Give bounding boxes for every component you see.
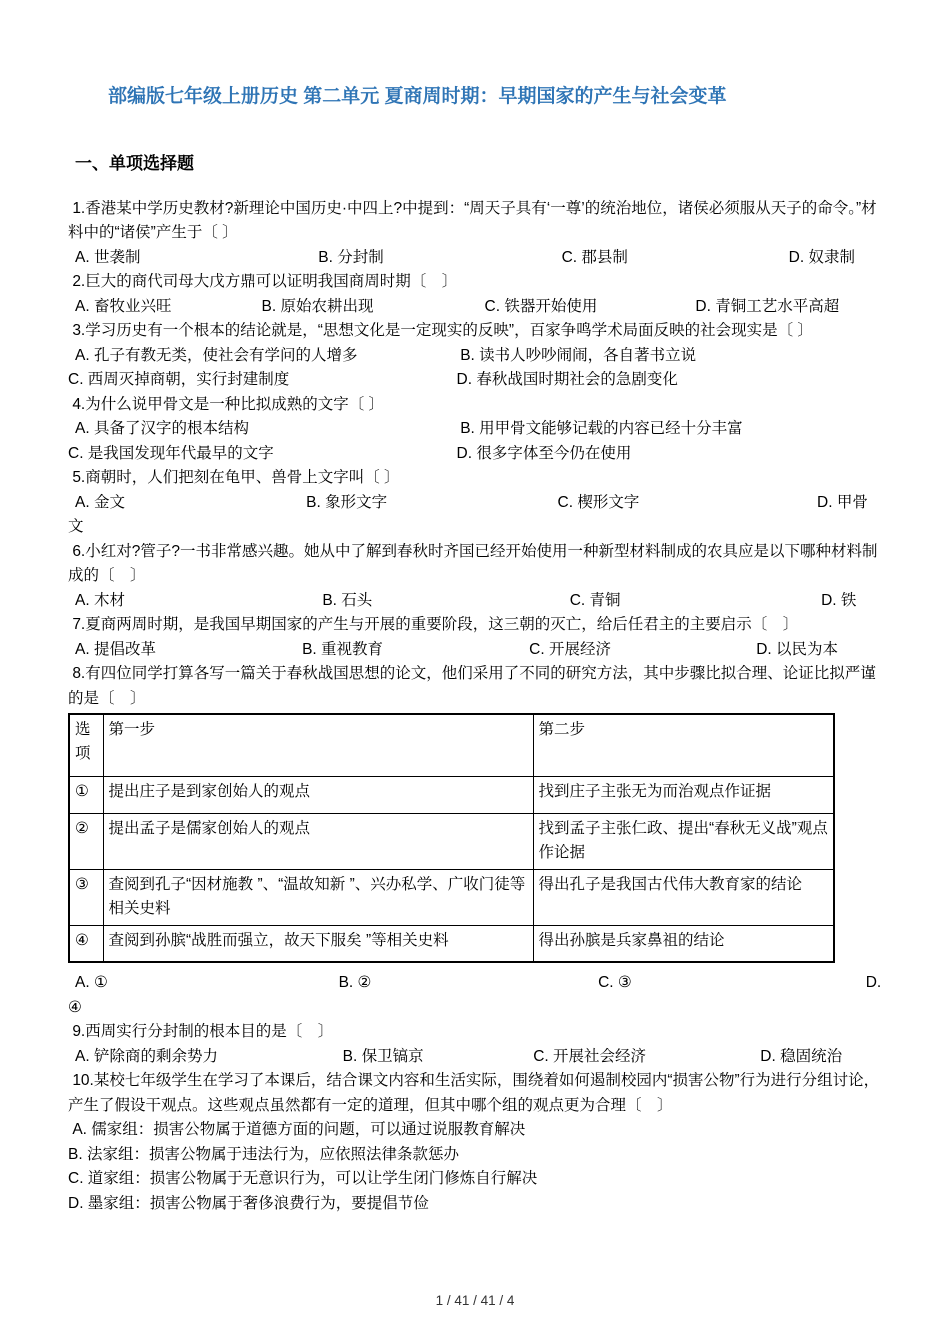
question-10-stem: 10.某校七年级学生在学习了本课后，结合课文内容和生活实际，围绕着如何遏制校园内“损害公物”行为进行分组讨论，产生了假设干观点。这些观点虽然都有一定的道理，但其中哪个组的观点更为合理〔 〕: [68, 1072, 880, 1114]
question-2-stem: 2.巨大的商代司母大戊方鼎可以证明我国商周时期〔 〕: [68, 273, 458, 290]
question-6-options: [68, 589, 886, 614]
question-1-stem: 1.香港某中学历史教材?新理论中国历史·中四上?中提到：“周天子具有‘一尊’的统治地位，诸侯必须服从天子的命令。”材料中的“诸侯”产生于〔 〕: [68, 199, 877, 241]
table-cell-num: ④: [69, 925, 103, 962]
option-a: A. 铲除商的剩余势力: [75, 1047, 218, 1065]
option-d: D. 很多字体至今仍在使用: [456, 444, 632, 462]
page-number-footer: 1 / 41 / 41 / 4: [435, 1293, 515, 1308]
table-row: [69, 925, 834, 962]
option-a: A. 木材: [75, 591, 125, 609]
question-10-option-b: B. 法家组：损害公物属于违法行为，应依照法律条款惩办: [68, 1145, 459, 1163]
option-a: A. 畜牧业兴旺: [75, 297, 172, 315]
question-6-stem: 6.小红对?管子?一书非常感兴趣。她从中了解到春秋时齐国已经开始使用一种新型材料制成的农具应是以下哪种材料制成的〔 〕: [68, 542, 878, 584]
question-4-options-row-2: [68, 442, 886, 467]
option-a: A. ①: [75, 974, 108, 991]
table-row: [69, 776, 834, 813]
table-header-step-2: 第二步: [533, 714, 834, 776]
table-header-row: [69, 714, 834, 776]
option-d: D. 以民为本: [756, 640, 839, 658]
option-b: B. 读书人吵吵闹闹，各自著书立说: [460, 346, 697, 364]
table-cell-num: ③: [69, 869, 103, 925]
table-cell-step-2: 找到庄子主张无为而治观点作证据: [533, 776, 834, 813]
table-row: [69, 869, 834, 925]
document-title: 部编版七年级上册历史 第二单元 夏商周时期：早期国家的产生与社会变革: [108, 86, 727, 107]
option-a: A. 世袭制: [75, 248, 141, 266]
table-cell-step-1: 提出庄子是到家创始人的观点: [103, 776, 533, 813]
research-methods-table: [68, 713, 835, 963]
question-7-stem: 7.夏商两周时期，是我国早期国家的产生与开展的重要阶段，这三朝的灭亡，给后任君主的主要启示〔 〕: [68, 616, 799, 633]
option-c: C. 开展经济: [529, 640, 611, 658]
question-5-stem: 5.商朝时，人们把刻在龟甲、兽骨上文字叫〔 〕: [68, 469, 400, 486]
question-8-stem: 8.有四位同学打算各写一篇关于春秋战国思想的论文，他们采用了不同的研究方法，其中步骤比拟合理、论证比拟严谨的是〔 〕: [68, 665, 876, 707]
option-c: C. 西周灭掉商朝，实行封建制度: [68, 371, 290, 388]
question-3-stem: 3.学习历史有一个根本的结论就是，“思想文化是一定现实的反映”，百家争鸣学术局面反映的社会现实是〔 〕: [68, 322, 813, 339]
table-row: [69, 813, 834, 869]
option-c: C. 楔形文字: [557, 493, 640, 511]
question-10-option-d: D. 墨家组：损害公物属于奢侈浪费行为，要提倡节俭: [68, 1194, 429, 1212]
table-cell-num: ①: [69, 776, 103, 813]
table-cell-step-1: 查阅到孙膑“战胜而强立，故天下服矣 ”等相关史料: [103, 925, 533, 962]
question-7-options: [68, 638, 886, 663]
option-c: C. 青铜: [569, 591, 621, 609]
option-d: D.: [865, 974, 882, 991]
table-header-option: 选项: [69, 714, 103, 776]
question-9-options: [68, 1045, 886, 1070]
question-10-option-a: A. 儒家组：损害公物属于道德方面的问题，可以通过说服教育解决: [68, 1121, 526, 1138]
option-b: B. 保卫镐京: [342, 1047, 424, 1065]
question-8-options: [68, 971, 886, 996]
option-c: C. 开展社会经济: [533, 1047, 647, 1065]
question-2-options: [68, 295, 886, 320]
option-d: D. 青铜工艺水平高超: [695, 297, 840, 315]
question-10-option-c: C. 道家组：损害公物属于无意识行为，可以让学生闭门修炼自行解决: [68, 1170, 538, 1187]
option-b: B. 象形文字: [306, 493, 388, 511]
option-d: D. 甲骨: [817, 493, 868, 511]
question-4-options-row-1: [68, 417, 886, 442]
option-a: A. 孔子有教无类，使社会有学问的人增多: [75, 346, 358, 364]
question-8-option-d-overflow: ④: [68, 998, 82, 1016]
option-b: B. 石头: [322, 591, 373, 609]
option-d: D. 春秋战国时期社会的急剧变化: [456, 371, 678, 388]
option-b: B. 用甲骨文能够记载的内容已经十分丰富: [460, 420, 743, 437]
option-d: D. 稳固统治: [760, 1047, 843, 1065]
option-b: B. 重视教育: [302, 640, 384, 658]
table-cell-num: ②: [69, 813, 103, 869]
option-c: C. 郡县制: [561, 248, 628, 266]
option-c: C. ③: [598, 974, 632, 991]
option-b: B. 原始农耕出现: [261, 297, 374, 315]
option-c: C. 是我国发现年代最早的文字: [68, 444, 274, 462]
table-cell-step-2: 找到孟子主张仁政、提出“春秋无义战”观点作论据: [533, 813, 834, 869]
table-cell-step-2: 得出孔子是我国古代伟大教育家的结论: [533, 869, 834, 925]
table-cell-step-1: 提出孟子是儒家创始人的观点: [103, 813, 533, 869]
question-3-options-row-1: [68, 344, 886, 369]
option-a: A. 具备了汉字的根本结构: [75, 420, 249, 437]
option-a: A. 金文: [75, 493, 125, 511]
option-d: D. 铁: [821, 591, 857, 609]
question-3-options-row-2: [68, 368, 886, 393]
question-1-options: [68, 246, 886, 271]
table-cell-step-2: 得出孙膑是兵家鼻祖的结论: [533, 925, 834, 962]
section-heading: 一、单项选择题: [75, 154, 194, 173]
option-b: B. ②: [338, 974, 372, 991]
table-cell-step-1: 查阅到孔子“因材施教 ”、“温故知新 ”、兴办私学、广收门徒等相关史料: [103, 869, 533, 925]
option-a: A. 提倡改革: [75, 640, 156, 658]
question-5-option-d-overflow: 文: [68, 518, 84, 535]
option-d: D. 奴隶制: [788, 248, 855, 266]
question-4-stem: 4.为什么说甲骨文是一种比拟成熟的文字〔 〕: [68, 395, 385, 413]
table-header-step-1: 第一步: [103, 714, 533, 776]
question-9-stem: 9.西周实行分封制的根本目的是〔 〕: [68, 1023, 334, 1040]
option-c: C. 铁器开始使用: [484, 297, 598, 315]
question-5-options: [68, 491, 886, 516]
option-b: B. 分封制: [318, 248, 384, 266]
